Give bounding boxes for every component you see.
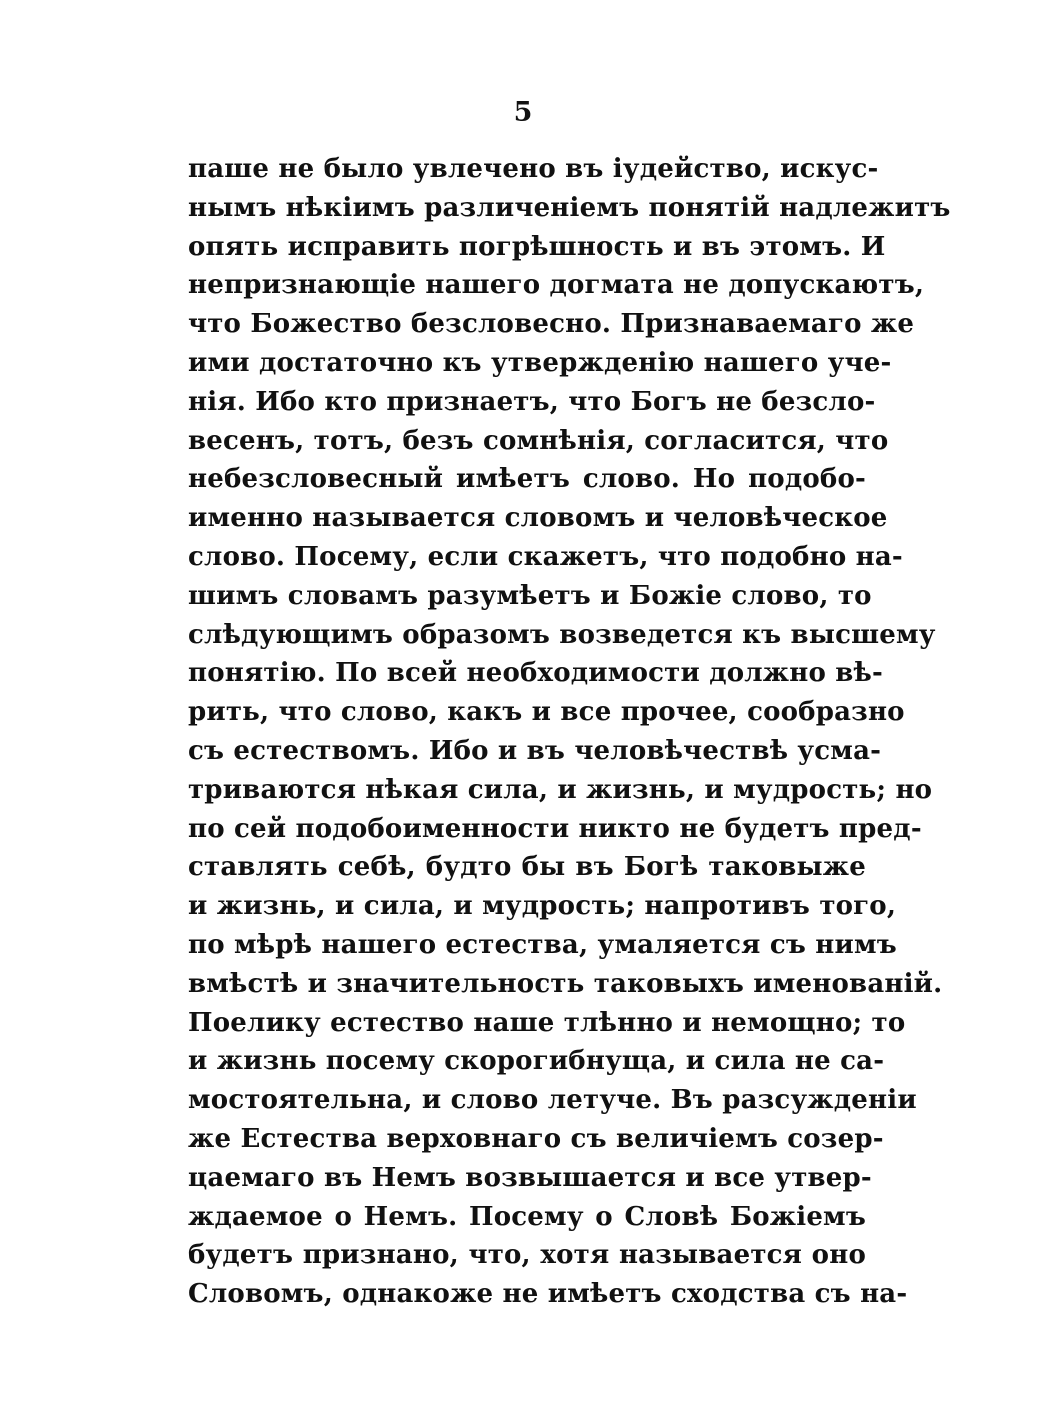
text-line-5: что Божество безсловесно. Признаваемаго же [188, 309, 915, 340]
text-line-8: весенъ, тотъ, безъ сомнѣнія, согласится, что [188, 425, 889, 456]
text-line-1: паше не было увлечено въ іудейство, искус- [188, 154, 879, 184]
text-line-28: ждаемое о Немъ. Посему о Словѣ Божіемъ [188, 1201, 866, 1232]
text-line-14: понятію. По всей необходимости должно вѣ- [188, 658, 884, 689]
text-line-24: и жизнь посему скорогибнуща, и сила не са- [188, 1046, 885, 1077]
text-line-29: будетъ признано, что, хотя называется оно [188, 1240, 866, 1271]
text-line-25: мостоятельна, и слово летуче. Въ разсужденіи [188, 1085, 917, 1116]
text-line-26: же Естества верховнаго съ величіемъ созер- [188, 1123, 884, 1154]
text-line-15: рить, что слово, какъ и все прочее, сообразно [188, 697, 905, 728]
text-line-30: Словомъ, однакоже не имѣетъ сходства съ на- [188, 1279, 908, 1310]
text-line-20: и жизнь, и сила, и мудрость; напротивъ того, [188, 891, 897, 922]
text-line-2: нымъ нѣкіимъ различеніемъ понятій надлежитъ [188, 192, 951, 223]
body-text [188, 150, 951, 1314]
text-line-3: опять исправить погрѣшность и въ этомъ. И [188, 231, 886, 262]
text-line-7: нія. Ибо кто признаетъ, что Богъ не безсло- [188, 386, 876, 417]
text-line-27: цаемаго въ Немъ возвышается и все утвер- [188, 1162, 872, 1193]
text-line-11: слово. Посему, если скажетъ, что подобно на- [188, 541, 903, 572]
text-line-6: ими достаточно къ утвержденію нашего уче- [188, 347, 892, 378]
page-number: 5 [513, 97, 533, 128]
text-line-18: по сей подобоименности никто не будетъ пред- [188, 813, 922, 844]
text-line-19: ставлять себѣ, будто бы въ Богѣ таковыже [188, 852, 866, 883]
text-line-13: слѣдующимъ образомъ возведется къ высшему [188, 619, 936, 650]
text-line-17: триваются нѣкая сила, и жизнь, и мудрость; но [188, 774, 933, 805]
text-line-10: именно называется словомъ и человѣческое [188, 503, 888, 534]
text-line-23: Поелику естество наше тлѣнно и немощно; то [188, 1007, 906, 1038]
text-line-22: вмѣстѣ и значительность таковыхъ именованій. [188, 968, 943, 999]
text-line-9: небезсловесный имѣетъ слово. Но подобо- [188, 464, 866, 495]
text-line-21: по мѣрѣ нашего естества, умаляется съ нимъ [188, 929, 897, 960]
text-line-12: шимъ словамъ разумѣетъ и Божіе слово, то [188, 580, 872, 611]
text-line-16: съ естествомъ. Ибо и въ человѣчествѣ усма- [188, 735, 882, 766]
text-line-4: непризнающіе нашего догмата не допускаютъ, [188, 270, 925, 301]
